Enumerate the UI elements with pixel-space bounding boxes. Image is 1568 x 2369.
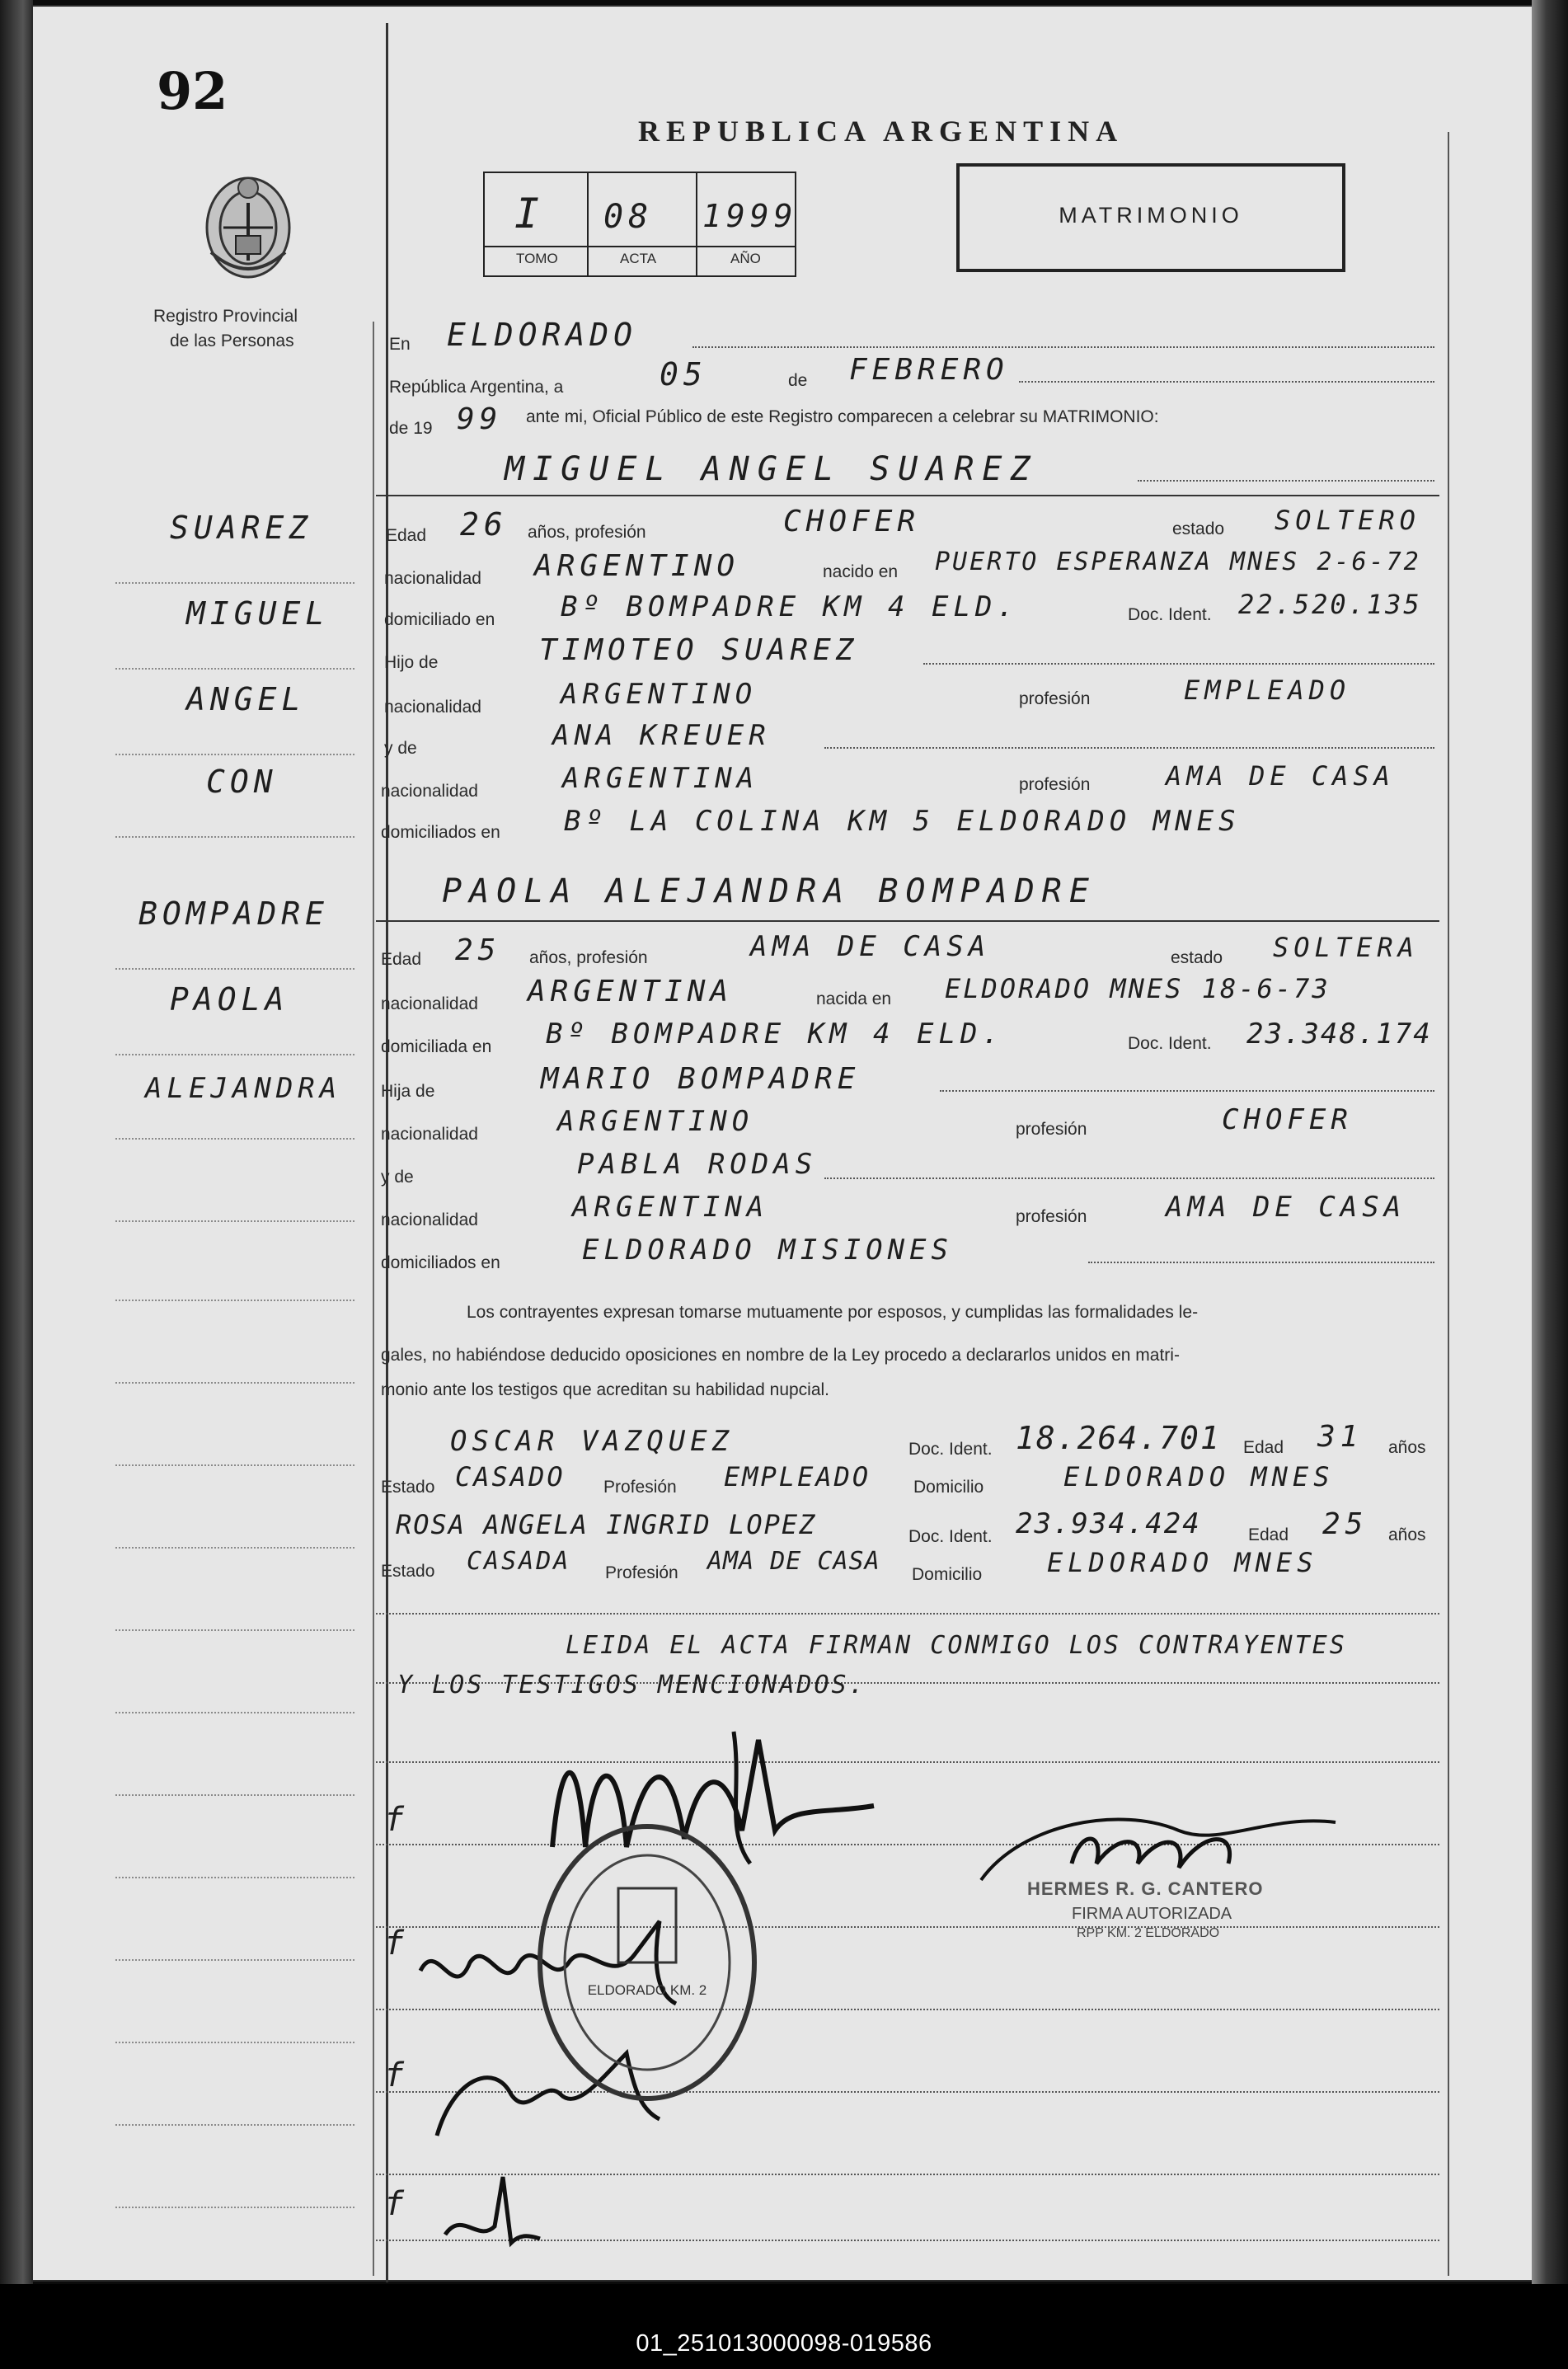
groom-father-prof-label: profesión: [1019, 689, 1091, 708]
groom-nationality: ARGENTINO: [534, 549, 740, 583]
margin-rule: [115, 1464, 354, 1466]
witness-1-name: OSCAR VAZQUEZ: [450, 1425, 735, 1458]
margin-rule: [115, 1959, 354, 1961]
margin-rule: [115, 1877, 354, 1878]
rule: [376, 1613, 1439, 1615]
groom-parents-dom-label: domiciliados en: [381, 823, 500, 842]
margin-rule: [115, 1054, 354, 1055]
tomo-label: TOMO: [516, 251, 558, 266]
witness-1-age: 31: [1317, 1420, 1364, 1454]
groom-doc-label: Doc. Ident.: [1128, 605, 1212, 624]
ano-value: 1999: [702, 198, 798, 234]
groom-nacionalidad-label: nacionalidad: [384, 569, 481, 588]
witness-2-signature-icon: [429, 2169, 544, 2259]
margin-rule: [115, 1794, 354, 1796]
rule: [1088, 1262, 1434, 1263]
witness-1-profesion-label: Profesión: [603, 1478, 677, 1497]
witness-2-estado-label: Estado: [381, 1562, 435, 1581]
margin-note-1: SUAREZ: [170, 510, 313, 546]
witness-2-doc: 23.934.424: [1016, 1507, 1201, 1540]
witness-1-anos-label: años: [1388, 1438, 1426, 1457]
margin-rule: [115, 582, 354, 584]
bride-parents-address: ELDORADO MISIONES: [582, 1234, 953, 1267]
witness-2-age: 25: [1322, 1507, 1368, 1541]
en-label: En: [389, 335, 411, 354]
bride-estado-label: estado: [1171, 948, 1223, 967]
declaration-line-2: gales, no habiéndose deducido oposiciones en nombre de la Ley procedo a declararlos unidos en matri-: [381, 1346, 1180, 1365]
acta-label: ACTA: [620, 251, 657, 266]
witness-2-status: CASADA: [467, 1547, 571, 1576]
bride-hija-label: Hija de: [381, 1082, 435, 1101]
margin-rule: [115, 754, 354, 755]
witness-2-domicilio-label: Domicilio: [912, 1565, 983, 1584]
groom-father-profession: EMPLEADO: [1184, 675, 1351, 706]
section-rule: [376, 495, 1439, 496]
groom-age: 26: [460, 506, 508, 543]
groom-address: Bº BOMPADRE KM 4 ELD.: [561, 590, 1019, 623]
bride-y-de-label: y de: [381, 1168, 414, 1187]
groom-father-nat-label: nacionalidad: [384, 698, 481, 717]
margin-rule: [115, 1547, 354, 1549]
bride-mother-nationality: ARGENTINA: [572, 1191, 769, 1224]
year-prefix: de 19: [389, 419, 433, 438]
margin-note-4: CON: [206, 764, 278, 800]
declaration-line-1: Los contrayentes expresan tomarse mutuamente por esposos, y cumplidas las formalidades le-: [467, 1303, 1199, 1322]
groom-parents-address: Bº LA COLINA KM 5 ELDORADO MNES: [564, 805, 1241, 838]
bride-parents-dom-label: domiciliados en: [381, 1253, 500, 1272]
groom-anos-profesion-label: años, profesión: [528, 523, 646, 542]
groom-domiciliado-label: domiciliado en: [384, 610, 495, 629]
witness-2-profession: AMA DE CASA: [707, 1547, 880, 1576]
groom-mother: ANA KREUER: [552, 719, 771, 752]
margin-rule: [115, 1382, 354, 1384]
right-border-line: [1448, 132, 1449, 2276]
witness-1-doc: 18.264.701: [1016, 1420, 1221, 1456]
rule: [940, 1090, 1434, 1092]
margin-note-3: ANGEL: [186, 681, 306, 717]
groom-father: TIMOTEO SUAREZ: [539, 633, 859, 667]
bride-anos-profesion-label: años, profesión: [529, 948, 648, 967]
groom-father-nationality: ARGENTINO: [561, 678, 758, 711]
bride-father: MARIO BOMPADRE: [541, 1062, 861, 1096]
groom-doc: 22.520.135: [1238, 589, 1422, 620]
margin-rule: [115, 836, 354, 838]
witness-1-status: CASADO: [455, 1461, 566, 1492]
groom-mother-profession: AMA DE CASA: [1166, 760, 1395, 792]
margin-rule: [115, 2042, 354, 2043]
groom-name: MIGUEL ANGEL SUAREZ: [505, 450, 1039, 488]
witness-2-edad-label: Edad: [1248, 1525, 1289, 1544]
witness-1-domicilio-label: Domicilio: [913, 1478, 984, 1497]
bride-birth: ELDORADO MNES 18-6-73: [945, 973, 1331, 1004]
signature-mark-2: f: [384, 1925, 410, 1962]
groom-birth: PUERTO ESPERANZA MNES 2-6-72: [935, 548, 1421, 576]
witness-2-anos-label: años: [1388, 1525, 1426, 1544]
acta-value: 08: [603, 198, 654, 236]
signature-mark-3: f: [384, 2056, 410, 2094]
left-text-border: [373, 322, 374, 2276]
image-id-label: 01_251013000098-019586: [636, 2330, 932, 2357]
stamp-office: RPP KM. 2 ELDORADO: [1077, 1926, 1220, 1940]
margin-rule: [115, 1712, 354, 1713]
rule: [1019, 381, 1434, 383]
margin-rule: [115, 1300, 354, 1301]
witness-2-doc-label: Doc. Ident.: [908, 1527, 993, 1546]
page-edge-shadow: [1532, 0, 1568, 2284]
groom-hijo-label: Hijo de: [384, 653, 439, 672]
ano-label: AÑO: [730, 251, 761, 266]
intro-text: ante mi, Oficial Público de este Registro comparecen a celebrar su MATRIMONIO:: [526, 407, 1159, 426]
bride-domiciliada-label: domiciliada en: [381, 1037, 492, 1056]
rule: [1138, 480, 1434, 482]
stamp-title: FIRMA AUTORIZADA: [1072, 1905, 1232, 1923]
groom-mother-nationality: ARGENTINA: [562, 762, 759, 795]
rule: [824, 747, 1434, 749]
bride-doc: 23.348.174: [1246, 1018, 1432, 1051]
section-rule: [376, 920, 1439, 922]
margin-rule: [115, 968, 354, 970]
act-type-label: MATRIMONIO: [1059, 203, 1243, 228]
registry-label-line1: Registro Provincial: [153, 307, 298, 326]
bride-mother-nat-label: nacionalidad: [381, 1210, 478, 1229]
margin-note-6: PAOLA: [170, 981, 289, 1018]
witness-1-edad-label: Edad: [1243, 1438, 1284, 1457]
rule: [692, 346, 1434, 348]
folio-number: 92: [157, 61, 228, 121]
bride-mother-profession: AMA DE CASA: [1166, 1191, 1406, 1224]
closing-line-1: LEIDA EL ACTA FIRMAN CONMIGO LOS CONTRAYENTES: [566, 1631, 1347, 1660]
bride-father-nat-label: nacionalidad: [381, 1125, 478, 1144]
groom-mother-nat-label: nacionalidad: [381, 782, 478, 801]
de-label: de: [788, 371, 808, 390]
declaration-line-3: monio ante los testigos que acreditan su habilidad nupcial.: [381, 1380, 830, 1399]
registry-label-line2: de las Personas: [170, 331, 294, 350]
tomo-value: I: [514, 190, 545, 237]
bride-father-prof-label: profesión: [1016, 1120, 1087, 1139]
year-suffix-value: 99: [457, 402, 503, 436]
bride-name: PAOLA ALEJANDRA BOMPADRE: [442, 872, 1096, 910]
groom-mother-prof-label: profesión: [1019, 775, 1091, 794]
margin-rule: [115, 668, 354, 670]
margin-note-7: ALEJANDRA: [145, 1072, 342, 1105]
rule: [923, 663, 1434, 665]
margin-note-2: MIGUEL: [186, 595, 330, 632]
bride-mother: PABLA RODAS: [577, 1148, 818, 1181]
signature-mark-4: f: [384, 2185, 410, 2223]
bride-age: 25: [455, 933, 501, 967]
bride-address: Bº BOMPADRE KM 4 ELD.: [546, 1018, 1004, 1051]
republica-label: República Argentina, a: [389, 378, 564, 397]
bride-civil-status: SOLTERA: [1273, 932, 1419, 963]
witness-2-profesion-label: Profesión: [605, 1563, 678, 1582]
bride-doc-label: Doc. Ident.: [1128, 1034, 1212, 1053]
margin-rule: [115, 1629, 354, 1631]
record-number-box: [483, 172, 796, 277]
groom-nacido-label: nacido en: [823, 562, 899, 581]
margin-rule: [115, 2207, 354, 2208]
bride-father-nationality: ARGENTINO: [557, 1105, 754, 1138]
groom-profession: CHOFER: [783, 505, 921, 538]
groom-edad-label: Edad: [386, 526, 427, 545]
groom-civil-status: SOLTERO: [1275, 505, 1420, 536]
bride-nacida-label: nacida en: [816, 989, 892, 1008]
bride-edad-label: Edad: [381, 950, 422, 969]
stamp-officer-name: HERMES R. G. CANTERO: [1027, 1878, 1264, 1899]
coat-of-arms-icon: [195, 170, 302, 285]
witness-2-name: ROSA ANGELA INGRID LOPEZ: [396, 1509, 817, 1540]
signature-mark-1: f: [384, 1801, 410, 1839]
witness-1-doc-label: Doc. Ident.: [908, 1440, 993, 1459]
bride-mother-prof-label: profesión: [1016, 1207, 1087, 1226]
margin-rule: [115, 1220, 354, 1222]
witness-1-profession: EMPLEADO: [724, 1461, 871, 1492]
bride-nacionalidad-label: nacionalidad: [381, 994, 478, 1013]
month-value: FEBRERO: [849, 353, 1009, 387]
witness-1-address: ELDORADO MNES: [1063, 1461, 1335, 1492]
witness-2-address: ELDORADO MNES: [1047, 1547, 1318, 1578]
day-value: 05: [660, 356, 707, 392]
place-value: ELDORADO: [447, 317, 638, 353]
closing-line-2: Y LOS TESTIGOS MENCIONADOS.: [397, 1671, 866, 1699]
margin-rule: [115, 2124, 354, 2126]
act-type-box: [956, 163, 1345, 272]
bride-profession: AMA DE CASA: [750, 930, 991, 963]
seal-text: ELDORADO KM. 2: [587, 1982, 707, 1998]
groom-estado-label: estado: [1172, 519, 1225, 538]
official-seal-icon: [528, 1814, 767, 2111]
margin-note-5: BOMPADRE: [138, 895, 330, 932]
country-title: REPUBLICA ARGENTINA: [638, 115, 1124, 148]
groom-y-de-label: y de: [384, 739, 417, 758]
margin-rule: [115, 1138, 354, 1140]
bride-father-profession: CHOFER: [1222, 1103, 1353, 1136]
rule: [824, 1177, 1434, 1179]
witness-1-estado-label: Estado: [381, 1478, 435, 1497]
book-spine-shadow: [0, 0, 33, 2284]
bride-nationality: ARGENTINA: [528, 975, 734, 1008]
